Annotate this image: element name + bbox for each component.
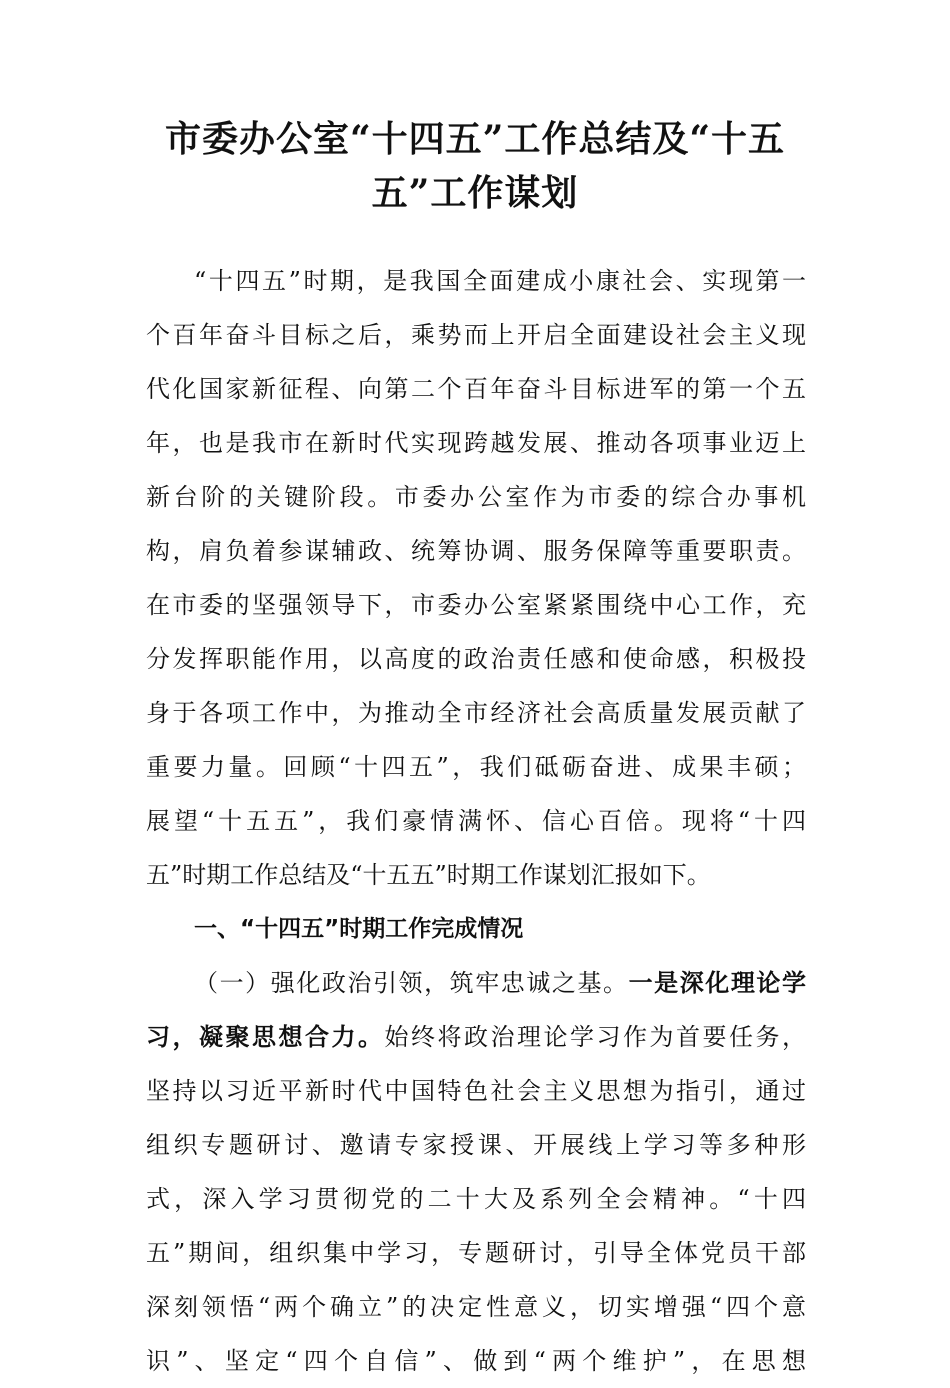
bold-point-part-2: 习，凝聚思想合力。 xyxy=(146,1023,385,1051)
intro-line: 代化国家新征程、向第二个百年奋斗目标进军的第一个五 xyxy=(146,375,806,403)
intro-line: “十四五”时期，是我国全面建成小康社会、实现第一 xyxy=(194,267,806,295)
title-line-2: 五”工作谋划 xyxy=(371,172,579,214)
section-line: 组织专题研讨、邀请专家授课、开展线上学习等多种形 xyxy=(146,1131,806,1159)
intro-line: 展望“十五五”，我们豪情满怀、信心百倍。现将“十四 xyxy=(146,807,806,835)
intro-line: 重要力量。回顾“十四五”，我们砥砺奋进、成果丰硕； xyxy=(146,753,806,781)
intro-line: 个百年奋斗目标之后，乘势而上开启全面建设社会主义现 xyxy=(146,321,806,349)
subsection-first-line xyxy=(146,956,806,1010)
section-line: 五”期间，组织集中学习，专题研讨，引导全体党员干部 xyxy=(146,1239,806,1267)
title-line-1: 市委办公室“十四五”工作总结及“十五 xyxy=(164,118,786,160)
section-line: 识”、坚定“四个自信”、做到“两个维护”，在思想 xyxy=(146,1347,806,1375)
section-line: 坚持以习近平新时代中国特色社会主义思想为指引，通过 xyxy=(146,1077,806,1105)
intro-line: 年，也是我市在新时代实现跨越发展、推动各项事业迈上 xyxy=(146,429,806,457)
intro-line: 在市委的坚强领导下，市委办公室紧紧围绕中心工作，充 xyxy=(146,591,806,619)
intro-line: 新台阶的关键阶段。市委办公室作为市委的综合办事机 xyxy=(146,483,806,511)
line-rest: 始终将政治理论学习作为首要任务， xyxy=(384,1023,806,1051)
section-line: 式，深入学习贯彻党的二十大及系列全会精神。“十四 xyxy=(146,1185,806,1213)
bold-point-part-1: 一是深化理论学 xyxy=(628,969,807,997)
subsection-second-line xyxy=(146,1010,806,1064)
intro-line: 身于各项工作中，为推动全市经济社会高质量发展贡献了 xyxy=(146,699,806,727)
section-heading: 一、“十四五”时期工作完成情况 xyxy=(194,916,524,942)
document-body xyxy=(146,254,806,1388)
subsection-lead: （一）强化政治引领，筑牢忠诚之基。 xyxy=(194,969,629,997)
section-line: 深刻领悟“两个确立”的决定性意义，切实增强“四个意 xyxy=(146,1293,806,1321)
document-title xyxy=(120,112,830,220)
intro-line: 五”时期工作总结及“十五五”时期工作谋划汇报如下。 xyxy=(146,861,711,889)
intro-line: 构，肩负着参谋辅政、统筹协调、服务保障等重要职责。 xyxy=(146,537,806,565)
intro-line: 分发挥职能作用，以高度的政治责任感和使命感，积极投 xyxy=(146,645,806,673)
